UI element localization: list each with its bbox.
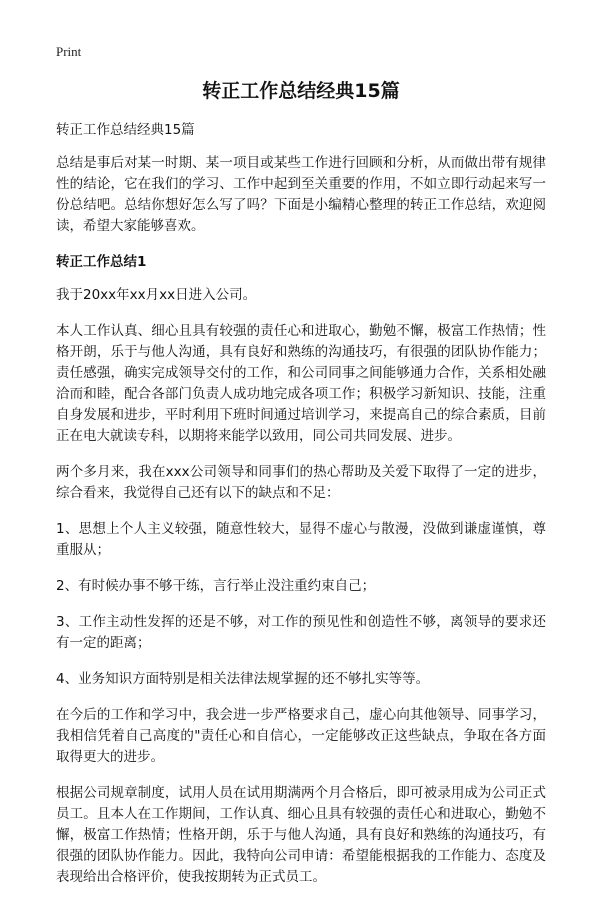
body-paragraph-3: 两个多月来，我在xxx公司领导和同事们的热心帮助及关爱下取得了一定的进步，综合看来，我觉得自己还有以下的缺点和不足： [56, 464, 546, 501]
intro-paragraph: 总结是事后对某一时期、某一项目或某些工作进行回顾和分析，从而做出带有规律性的结论，它在我们的学习、工作中起到至关重要的作用，不如立即行动起来写一份总结吧。总结你想好怎么写了吗？下面是小编精心整理的转正工作总结，欢迎阅读，希望大家能够喜欢。 [56, 155, 546, 234]
body-paragraph-2: 本人工作认真、细心且具有较强的责任心和进取心，勤勉不懈，极富工作热情；性格开朗，乐于与他人沟通，具有良好和熟练的沟通技巧，有很强的团队协作能力；责任感强，确实完成领导交付的工作，和公司同事之间能够通力合作，关系相处融洽而和睦，配合各部门负责人成功地完成各项工作；积极学习新知识、技能，注重自身发展和进步，平时利用下班时间通过培训学习，来提高自己的综合素质，目前正在电大就读专科，以期将来能学以致用，同公司共同发展、进步。 [56, 323, 546, 444]
body-paragraph-5: 2、有时候办事不够干练，言行举止没注重约束自己； [56, 578, 376, 594]
document-page [56, 44, 546, 903]
body-paragraph-9: 根据公司规章制度，试用人员在试用期满两个月合格后，即可被录用成为公司正式员工。且本人在工作期间，工作认真、细心且具有较强的责任心和进取心，勤勉不懈，极富工作热情；性格开朗，乐于与他人沟通，具有良好和熟练的沟通技巧，有很强的团队协作能力。因此，我特向公司申请：希望能根据我的工作能力、态度及表现给出合格评价，使我按期转为正式员工。 [56, 785, 546, 885]
document-subtitle: 转正工作总结经典15篇 [56, 122, 195, 138]
body-paragraph-7: 4、业务知识方面特别是相关法律法规掌握的还不够扎实等等。 [56, 671, 430, 687]
print-link[interactable]: Print [56, 44, 82, 59]
body-paragraph-1: 我于20xx年xx月xx日进入公司。 [56, 287, 257, 303]
body-paragraph-6: 3、工作主动性发挥的还是不够，对工作的预见性和创造性不够，离领导的要求还有一定的距离； [56, 614, 546, 651]
body-paragraph-8: 在今后的工作和学习中，我会进一步严格要求自己，虚心向其他领导、同事学习，我相信凭着自己高度的"责任心和自信心，一定能够改正这些缺点，争取在各方面取得更大的进步。 [56, 707, 546, 765]
section-heading: 转正工作总结1 [56, 254, 147, 270]
document-title: 转正工作总结经典15篇 [202, 80, 400, 102]
body-paragraph-4: 1、思想上个人主义较强，随意性较大，显得不虚心与散漫，没做到谦虚谨慎，尊重服从； [56, 521, 546, 558]
